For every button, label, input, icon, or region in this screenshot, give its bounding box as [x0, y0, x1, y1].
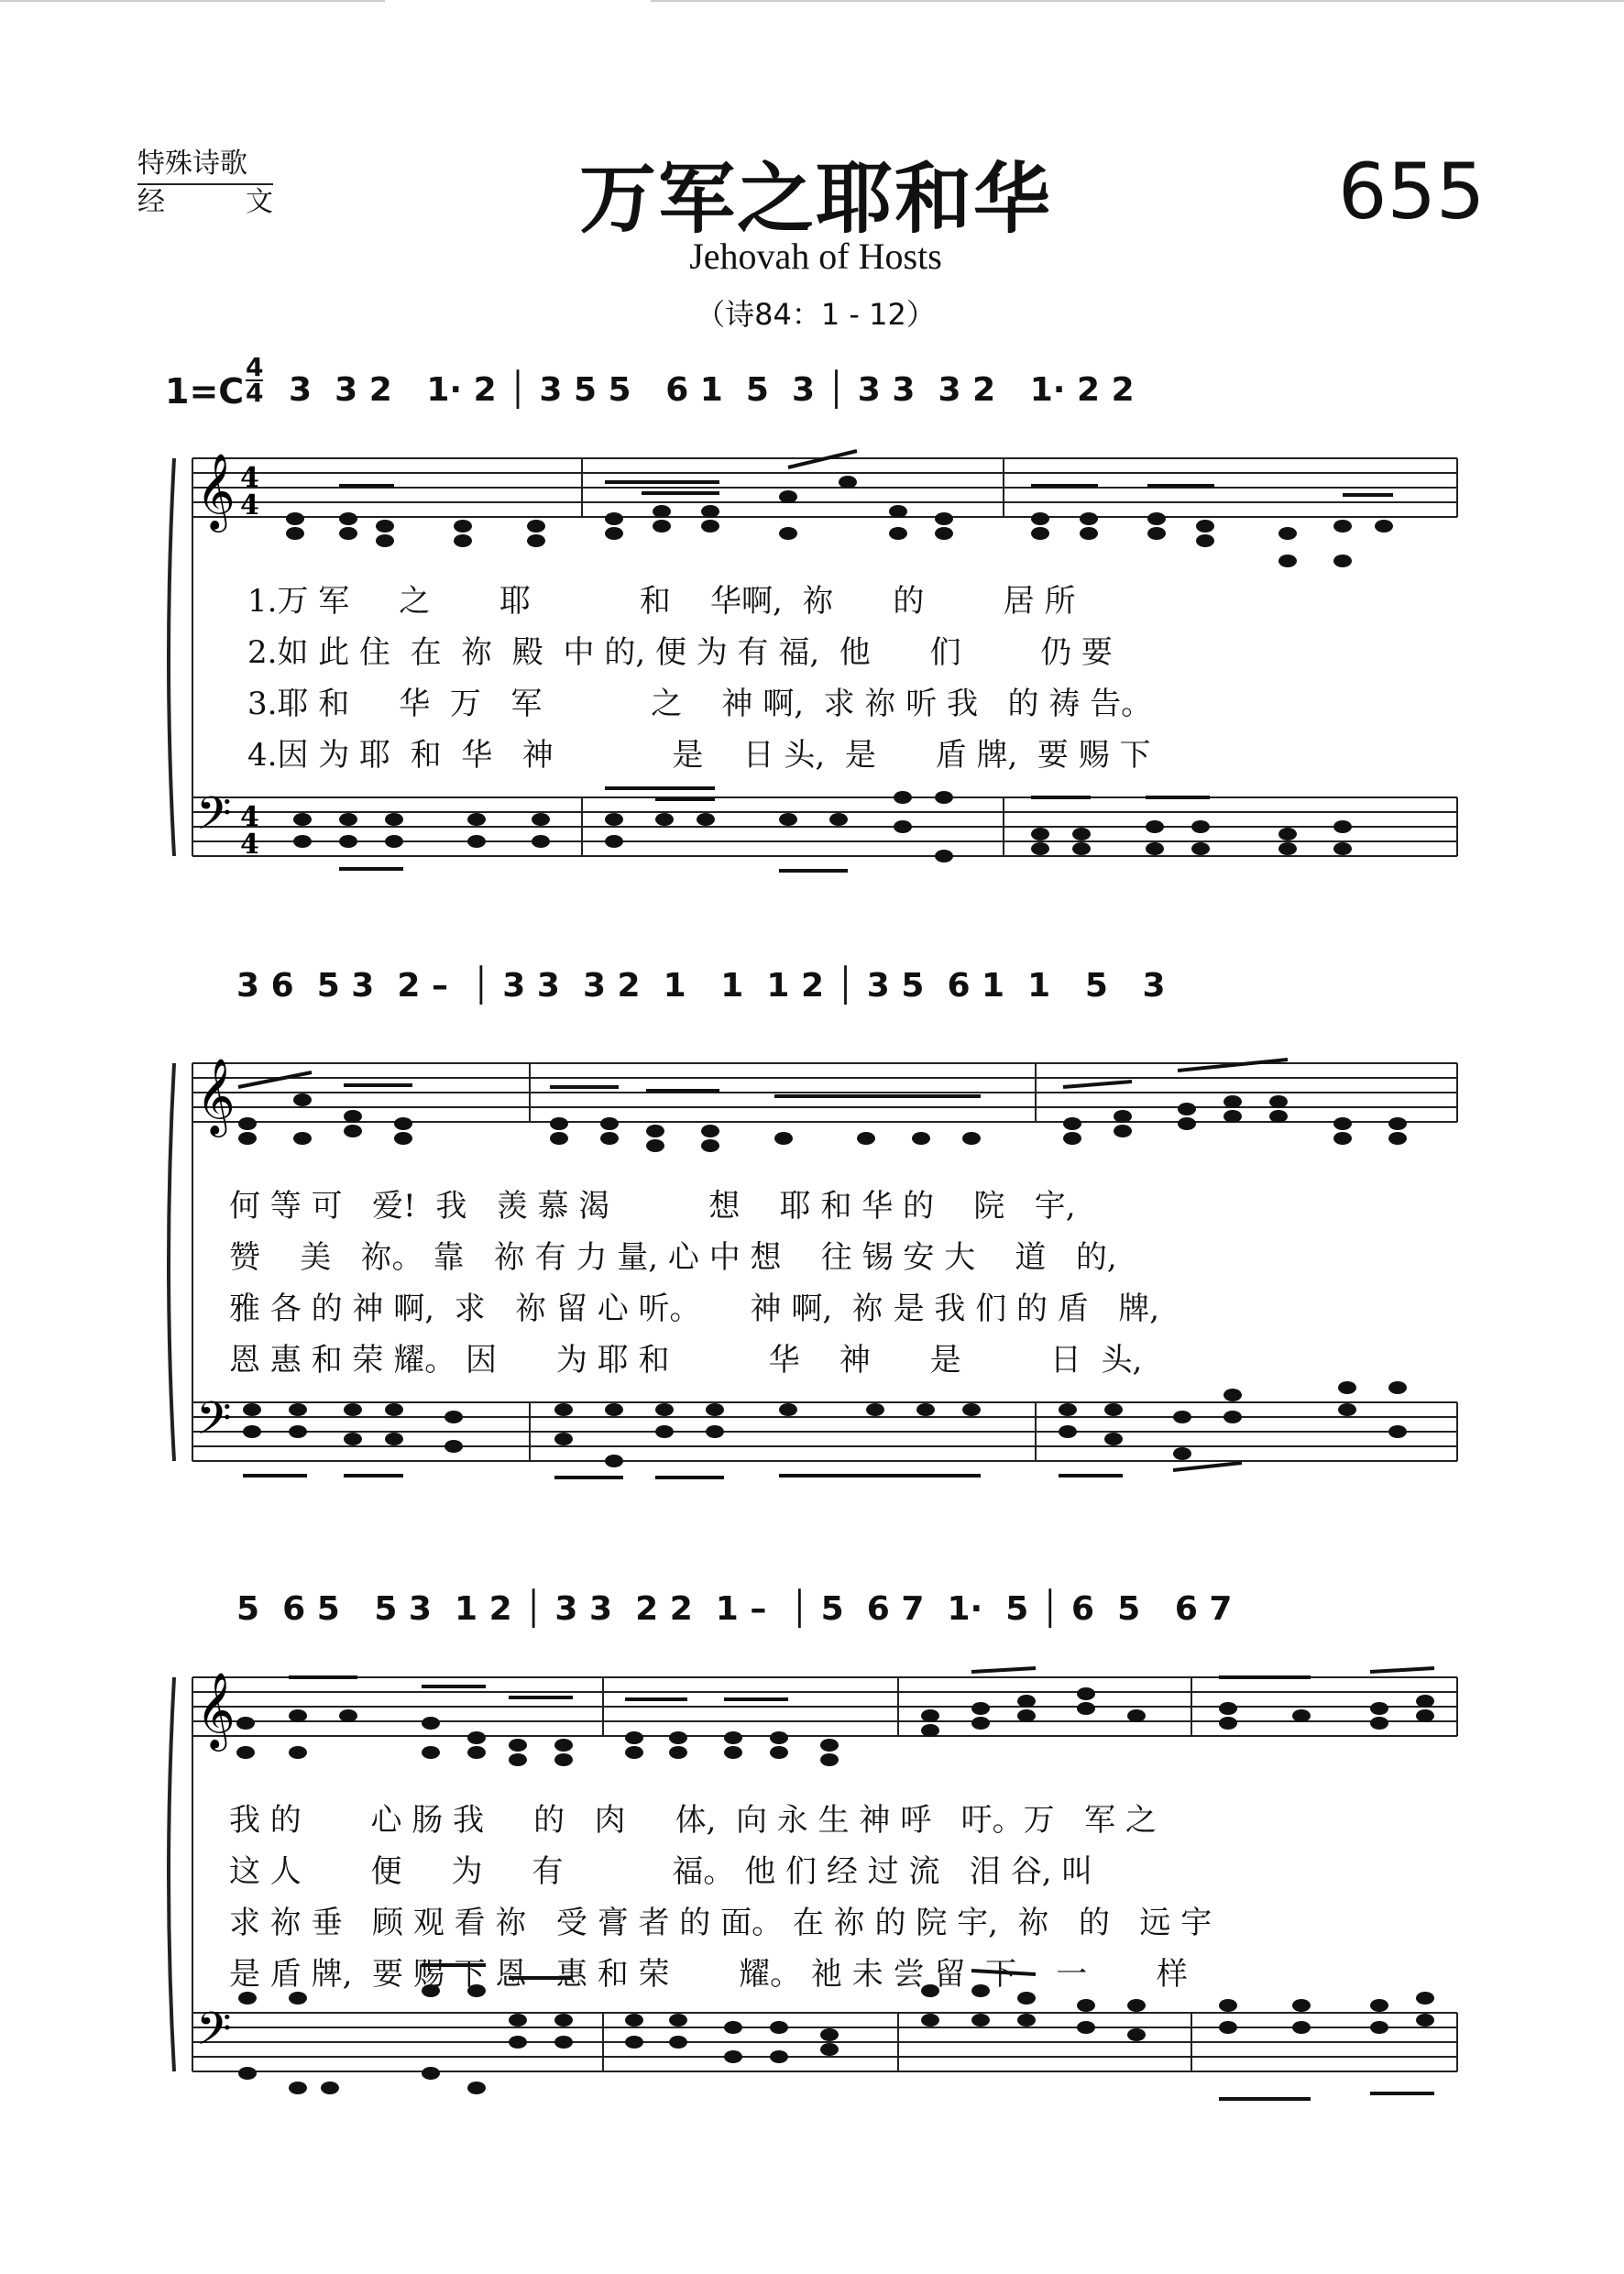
time-signature-treble: 4	[240, 462, 259, 494]
treble-clef-icon: 𝄞	[196, 452, 236, 529]
hymn-number: 655	[1338, 147, 1486, 236]
lyric-verse-2: 2.如 此 住 在 祢 殿 中 的, 便 为 有 福, 他 们 仍 要	[247, 634, 1113, 671]
treble-clef-icon-2: 𝄞	[196, 1057, 236, 1134]
lyric-verse-2: 赞 美 祢。 靠 祢 有 力 量, 心 中 想 往 锡 安 大 道 的,	[229, 1239, 1117, 1276]
hymn-subtitle: Jehovah of Hosts	[689, 236, 942, 277]
lyric-verse-3: 3.耶 和 华 万 军 之 神 啊, 求 祢 听 我 的 祷 告。	[247, 686, 1153, 722]
lyric-verse-4: 4.因 为 耶 和 华 神 是 日 头, 是 盾 牌, 要 赐 下	[247, 737, 1151, 774]
treble-beams-3	[289, 1668, 1434, 1699]
bass-clef-icon: 𝄢	[196, 787, 232, 851]
key-signature: 1=C	[165, 371, 245, 412]
lyric-verse-4: 是 盾 牌, 要 赐 下 恩 惠 和 荣 耀。 祂 未 尝 留 下 一 样	[229, 1956, 1188, 1993]
treble-staff-3	[192, 1677, 1457, 1736]
time-signature-bass: 4	[240, 801, 259, 833]
bass-staff-3	[192, 2013, 1457, 2071]
time-signature-top: 4	[246, 352, 264, 382]
svg-text:4: 4	[240, 489, 259, 522]
lyric-verse-4: 恩 惠 和 荣 耀。 因 为 耶 和 华 神 是 日 头,	[229, 1342, 1143, 1379]
category-line-2-a: 经	[137, 186, 165, 218]
time-signature-bottom: 4	[246, 378, 264, 408]
jianpu-line-3: 5 6 5 5 3 1 2 │ 3 3 2 2 1 – │ 5 6 7 1· 5 │ 6 5 6 7	[236, 1590, 1233, 1628]
hymn-title: 万军之耶和华	[578, 154, 1052, 244]
category-line-2-b: 文	[246, 186, 273, 218]
category-line-1: 特殊诗歌	[137, 147, 273, 185]
lyric-verse-3: 雅 各 的 神 啊, 求 祢 留 心 听。 神 啊, 祢 是 我 们 的 盾 牌,	[229, 1291, 1160, 1327]
lyric-verse-1: 何 等 可 爱! 我 羡 慕 渴 想 耶 和 华 的 院 宇,	[229, 1188, 1076, 1225]
lyric-verse-2: 这 人 便 为 有 福。 他 们 经 过 流 泪 谷, 叫	[229, 1853, 1093, 1890]
lyric-verse-1: 我 的 心 肠 我 的 肉 体, 向 永 生 神 呼 吁。万 军 之	[229, 1802, 1157, 1839]
jianpu-line-2: 3 6 5 3 2 – │ 3 3 3 2 1 1 1 2 │ 3 5 6 1 1 5 3	[236, 967, 1166, 1005]
lyric-verse-1: 1.万 军 之 耶 和 华啊, 祢 的 居 所	[247, 583, 1076, 620]
scripture-reference: （诗84：1 - 12）	[696, 297, 936, 332]
jianpu-line-1: 3 3 2 1· 2 │ 3 5 5 6 1 5 3 │ 3 3 3 2 1· 2 2	[289, 371, 1135, 409]
bass-clef-icon-2: 𝄢	[196, 1392, 232, 1456]
bass-clef-icon-3: 𝄢	[196, 2003, 232, 2067]
treble-notes-3	[236, 1687, 1434, 1766]
bass-notes-3	[238, 1984, 1434, 2094]
treble-clef-icon-3: 𝄞	[196, 1671, 236, 1748]
lyric-verse-3: 求 祢 垂 顾 观 看 祢 受 膏 者 的 面。 在 祢 的 院 宇, 祢 的 远 宇	[229, 1905, 1213, 1941]
svg-text:4: 4	[240, 829, 259, 861]
